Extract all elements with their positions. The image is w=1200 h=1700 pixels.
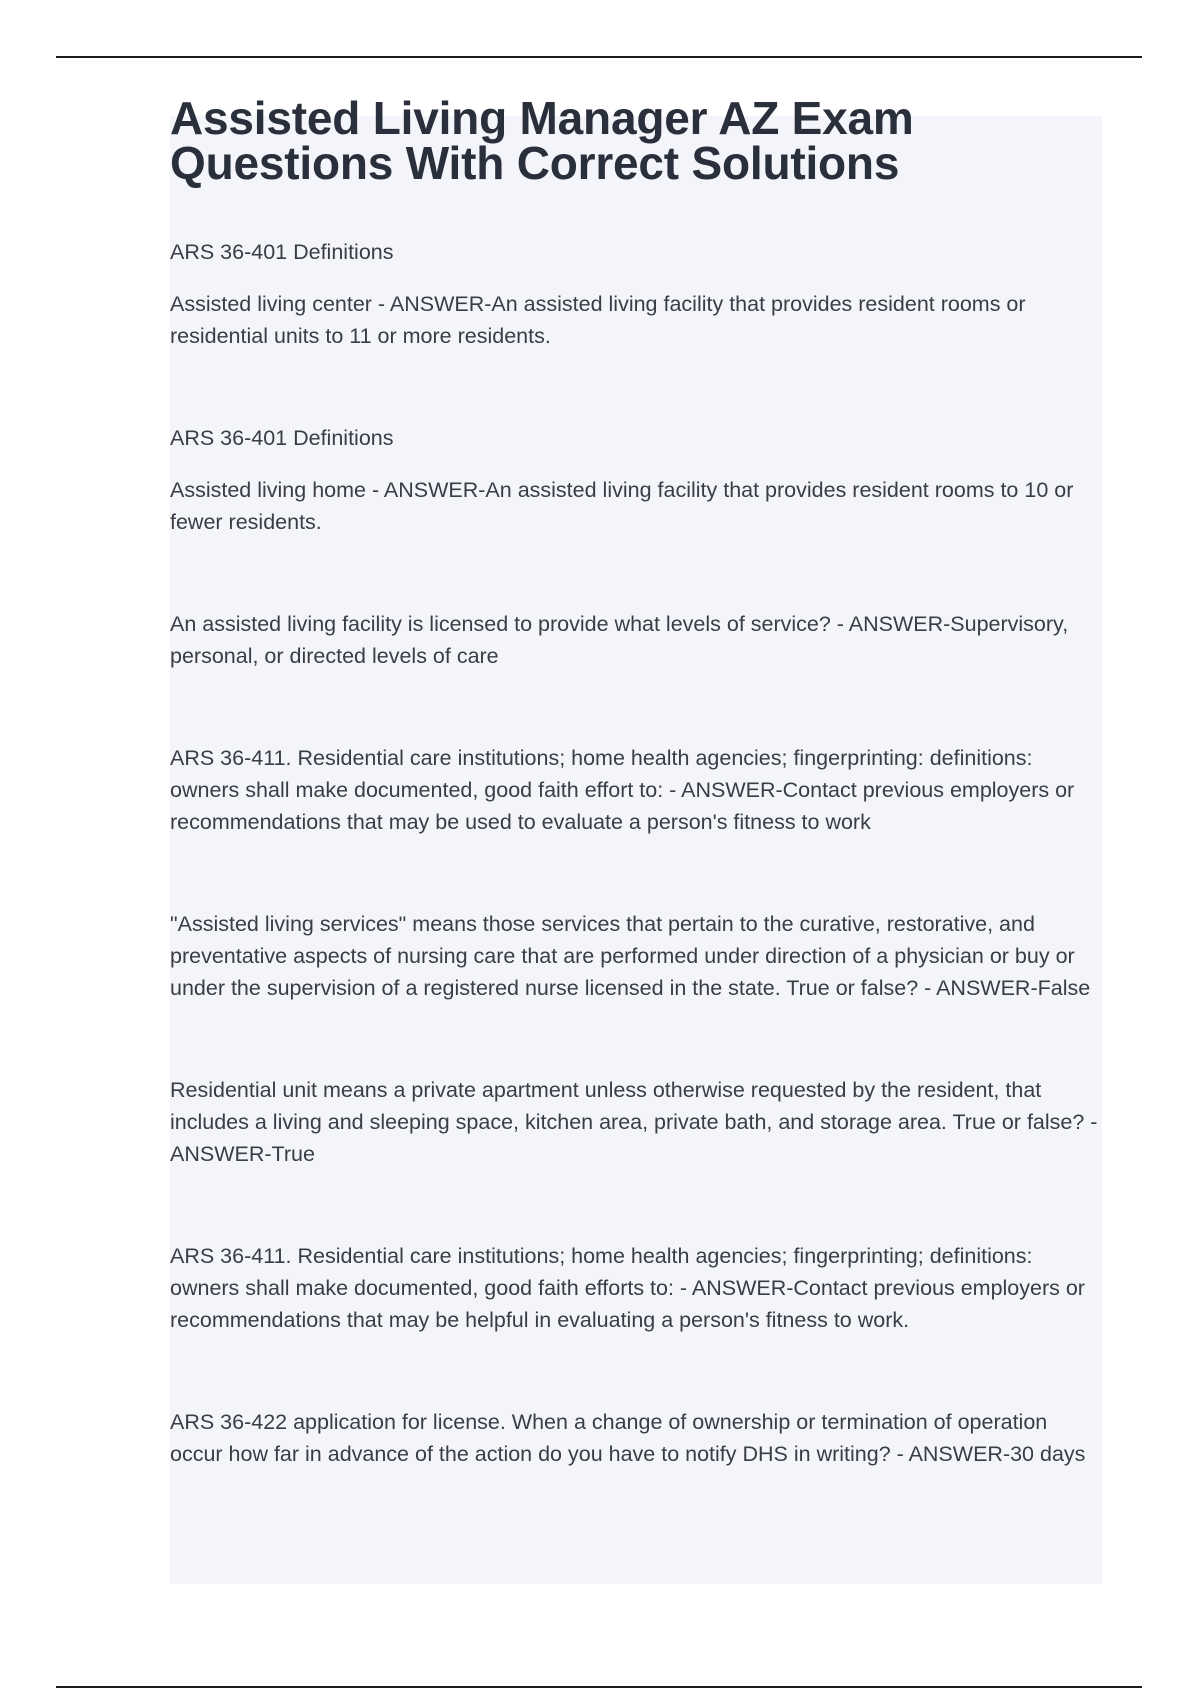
document-title: Assisted Living Manager AZ Exam Questions With Correct Solutions [170,92,914,190]
question-text: Assisted living center - ANSWER-An assisted living facility that provides resident rooms or residential units to 11 or more residents. [170,292,1026,349]
question-item [170,608,1100,672]
question-text: ARS 36-411. Residential care institutions; home health agencies; fingerprinting; definitions: owners shall make documented, good faith efforts to: - ANSWER-Contact previous employers or recommendations that may be helpful in evaluating a person's fitness to work. [170,1244,1085,1333]
question-item [170,1240,1100,1336]
question-item [170,422,1100,538]
question-text: Assisted living home - ANSWER-An assisted living facility that provides resident rooms to 10 or fewer residents. [170,478,1074,535]
question-item [170,742,1100,838]
question-item [170,1406,1100,1470]
question-heading: ARS 36-401 Definitions [170,426,394,451]
question-text: ARS 36-422 application for license. When a change of ownership or termination of operation occur how far in advance of the action do you have to notify DHS in writing? - ANSWER-30 days [170,1410,1086,1467]
question-text: An assisted living facility is licensed to provide what levels of service? - ANSWER-Supervisory, personal, or directed levels of care [170,612,1069,669]
question-text: ARS 36-411. Residential care institutions; home health agencies; fingerprinting: definitions: owners shall make documented, good faith effort to: - ANSWER-Contact previous employers or recommendations that may be used to evaluate a person's fitness to work [170,746,1075,835]
question-text: "Assisted living services" means those services that pertain to the curative, restorative, and preventative aspects of nursing care that are performed under direction of a physician or buy or under the supervision of a registered nurse licensed in the state. True or false? - ANSWER-False [170,912,1091,1001]
top-divider [56,56,1142,58]
question-item [170,908,1100,1004]
question-heading: ARS 36-401 Definitions [170,240,394,265]
bottom-divider [56,1686,1142,1688]
question-list [170,236,1100,1470]
question-text: Residential unit means a private apartment unless otherwise requested by the resident, that includes a living and sleeping space, kitchen area, private bath, and storage area. True or false? - ANSWER-True [170,1078,1098,1167]
question-item [170,1074,1100,1170]
question-item [170,236,1100,352]
document-body [170,92,1100,1470]
